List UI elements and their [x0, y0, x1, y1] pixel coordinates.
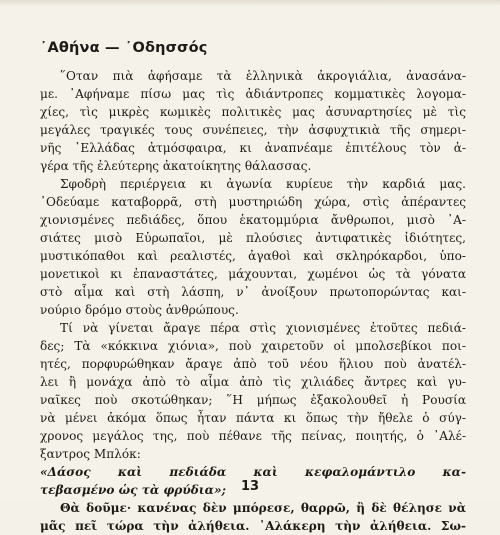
text-line: χιονισμένες πεδιάδες, ὅπου ἑκατομμύρια ἄνθρωποι, μισὸ ᾿Α- [40, 213, 466, 227]
text-line: ξαντρος Μπλόκ: [40, 447, 141, 461]
text-line: μᾶς πεῖ τώρα τὴν ἀλήθεια. ᾿Αλάκερη τὴν ἀλήθεια. Σω- [40, 519, 466, 533]
text-line: δες; Τὰ «κόκκινα χιόνια», ποὺ χαιρετοῦν οἱ μπολσεβίκοι ποι- [40, 339, 466, 353]
text-line: χίες, τὶς μικρὲς κωμικὲς πολιτικὲς μας ἀσυναρτησίες μὲ τὶς [40, 105, 466, 119]
text-line: ῞Οταν πιὰ ἀφήσαμε τὰ ἑλληνικὰ ἀκρογιάλια, ἀνασάνα- [60, 69, 466, 83]
text-line: νὰ μένει ἀκόμα ὅπως ἦταν πάντα κι ὅπως τὴν ἤθελε ὁ σύγ- [40, 411, 466, 425]
text-line: μονετικοὶ κι ἐπαναστάτες, μάχουνται, χωμένοι ὡς τὰ γόνατα [40, 267, 466, 281]
text-line: ητές, πορφυρώθηκαν ἄραγε ἀπὸ τοῦ νέου ἥλιου ποὺ ἀνατέλ- [40, 357, 466, 371]
text-line: νῆς ᾿Ελλάδας ἀτμόσφαιρα, κι ἀναπνέαμε ἐπιτέλους τὸν ἀ- [40, 141, 466, 155]
text-line: Θὰ δοῦμε· κανένας δὲν μπόρεσε, θαρρῶ, ἢ δὲ θέλησε νὰ [60, 501, 466, 515]
page-number: 13 [240, 479, 260, 494]
text-line: μυστικόπαθοι καὶ ρεαλιστές, ἀγαθοὶ καὶ σκληρόκαρδοι, ὑπο- [40, 249, 466, 263]
body-text [40, 67, 466, 535]
text-line: στὸ αἷμα καὶ στὴ λάσπη, ν᾿ ἀνοίξουν πρωτοπορώντας και- [40, 285, 466, 299]
text-line: γέρα τῆς ἐλεύτερης ἀκατοίκητης θάλασσας. [40, 159, 312, 173]
text-line: λει ἢ μονάχα ἀπὸ τὸ αἷμα ἀπὸ τὶς χιλιάδες ἄντρες καὶ γυ- [40, 375, 466, 389]
text-line: ᾿Οδεύαμε καταβορρᾶ, στὴ μυστηριώδη χώρα, στὶς ἀπέραντες [40, 195, 466, 209]
text-line: με. ᾿Αφήναμε πίσω μας τὶς ἀδιάντροπες κομματικὲς λογομα- [40, 87, 466, 101]
text-line: χρονος μεγάλος της, ποὺ πέθανε τῆς πείνας, ποιητής, ὁ ᾿Αλέ- [40, 429, 466, 443]
quote-line: τεβασμένο ὡς τὰ φρύδια»; [40, 483, 226, 497]
text-line: μεγάλες τραγικές τους συνέπειες, τὴν ἀσφυχτικιὰ τῆς σημερι- [40, 123, 466, 137]
chapter-heading: ᾿Αθήνα — ᾿Οδησσός [40, 40, 208, 56]
text-line: ναῖκες ποὺ σκοτώθηκαν; ῞Η μήπως ἐξακολουθεῖ ἡ Ρουσία [40, 393, 466, 407]
page-edge-shadow [0, 0, 500, 6]
text-line: σιάτες μισὸ Εὐρωπαῖοι, μὲ πλούσιες ἀντιφατικὲς ἰδιότητες, [40, 231, 466, 245]
text-line: Τί νὰ γίνεται ἄραγε πέρα στὶς χιονισμένες ἐτοῦτες πεδιά- [60, 321, 466, 335]
text-line: νούριο δρόμο στοὺς ἀνθρώπους. [40, 303, 239, 317]
text-line: Σφοδρὴ περιέργεια κι ἀγωνία κυρίευε τὴν καρδιά μας. [60, 177, 466, 191]
quote-line: «Δάσος καὶ πεδιάδα καὶ κεφαλομάντιλο κα- [40, 465, 466, 479]
